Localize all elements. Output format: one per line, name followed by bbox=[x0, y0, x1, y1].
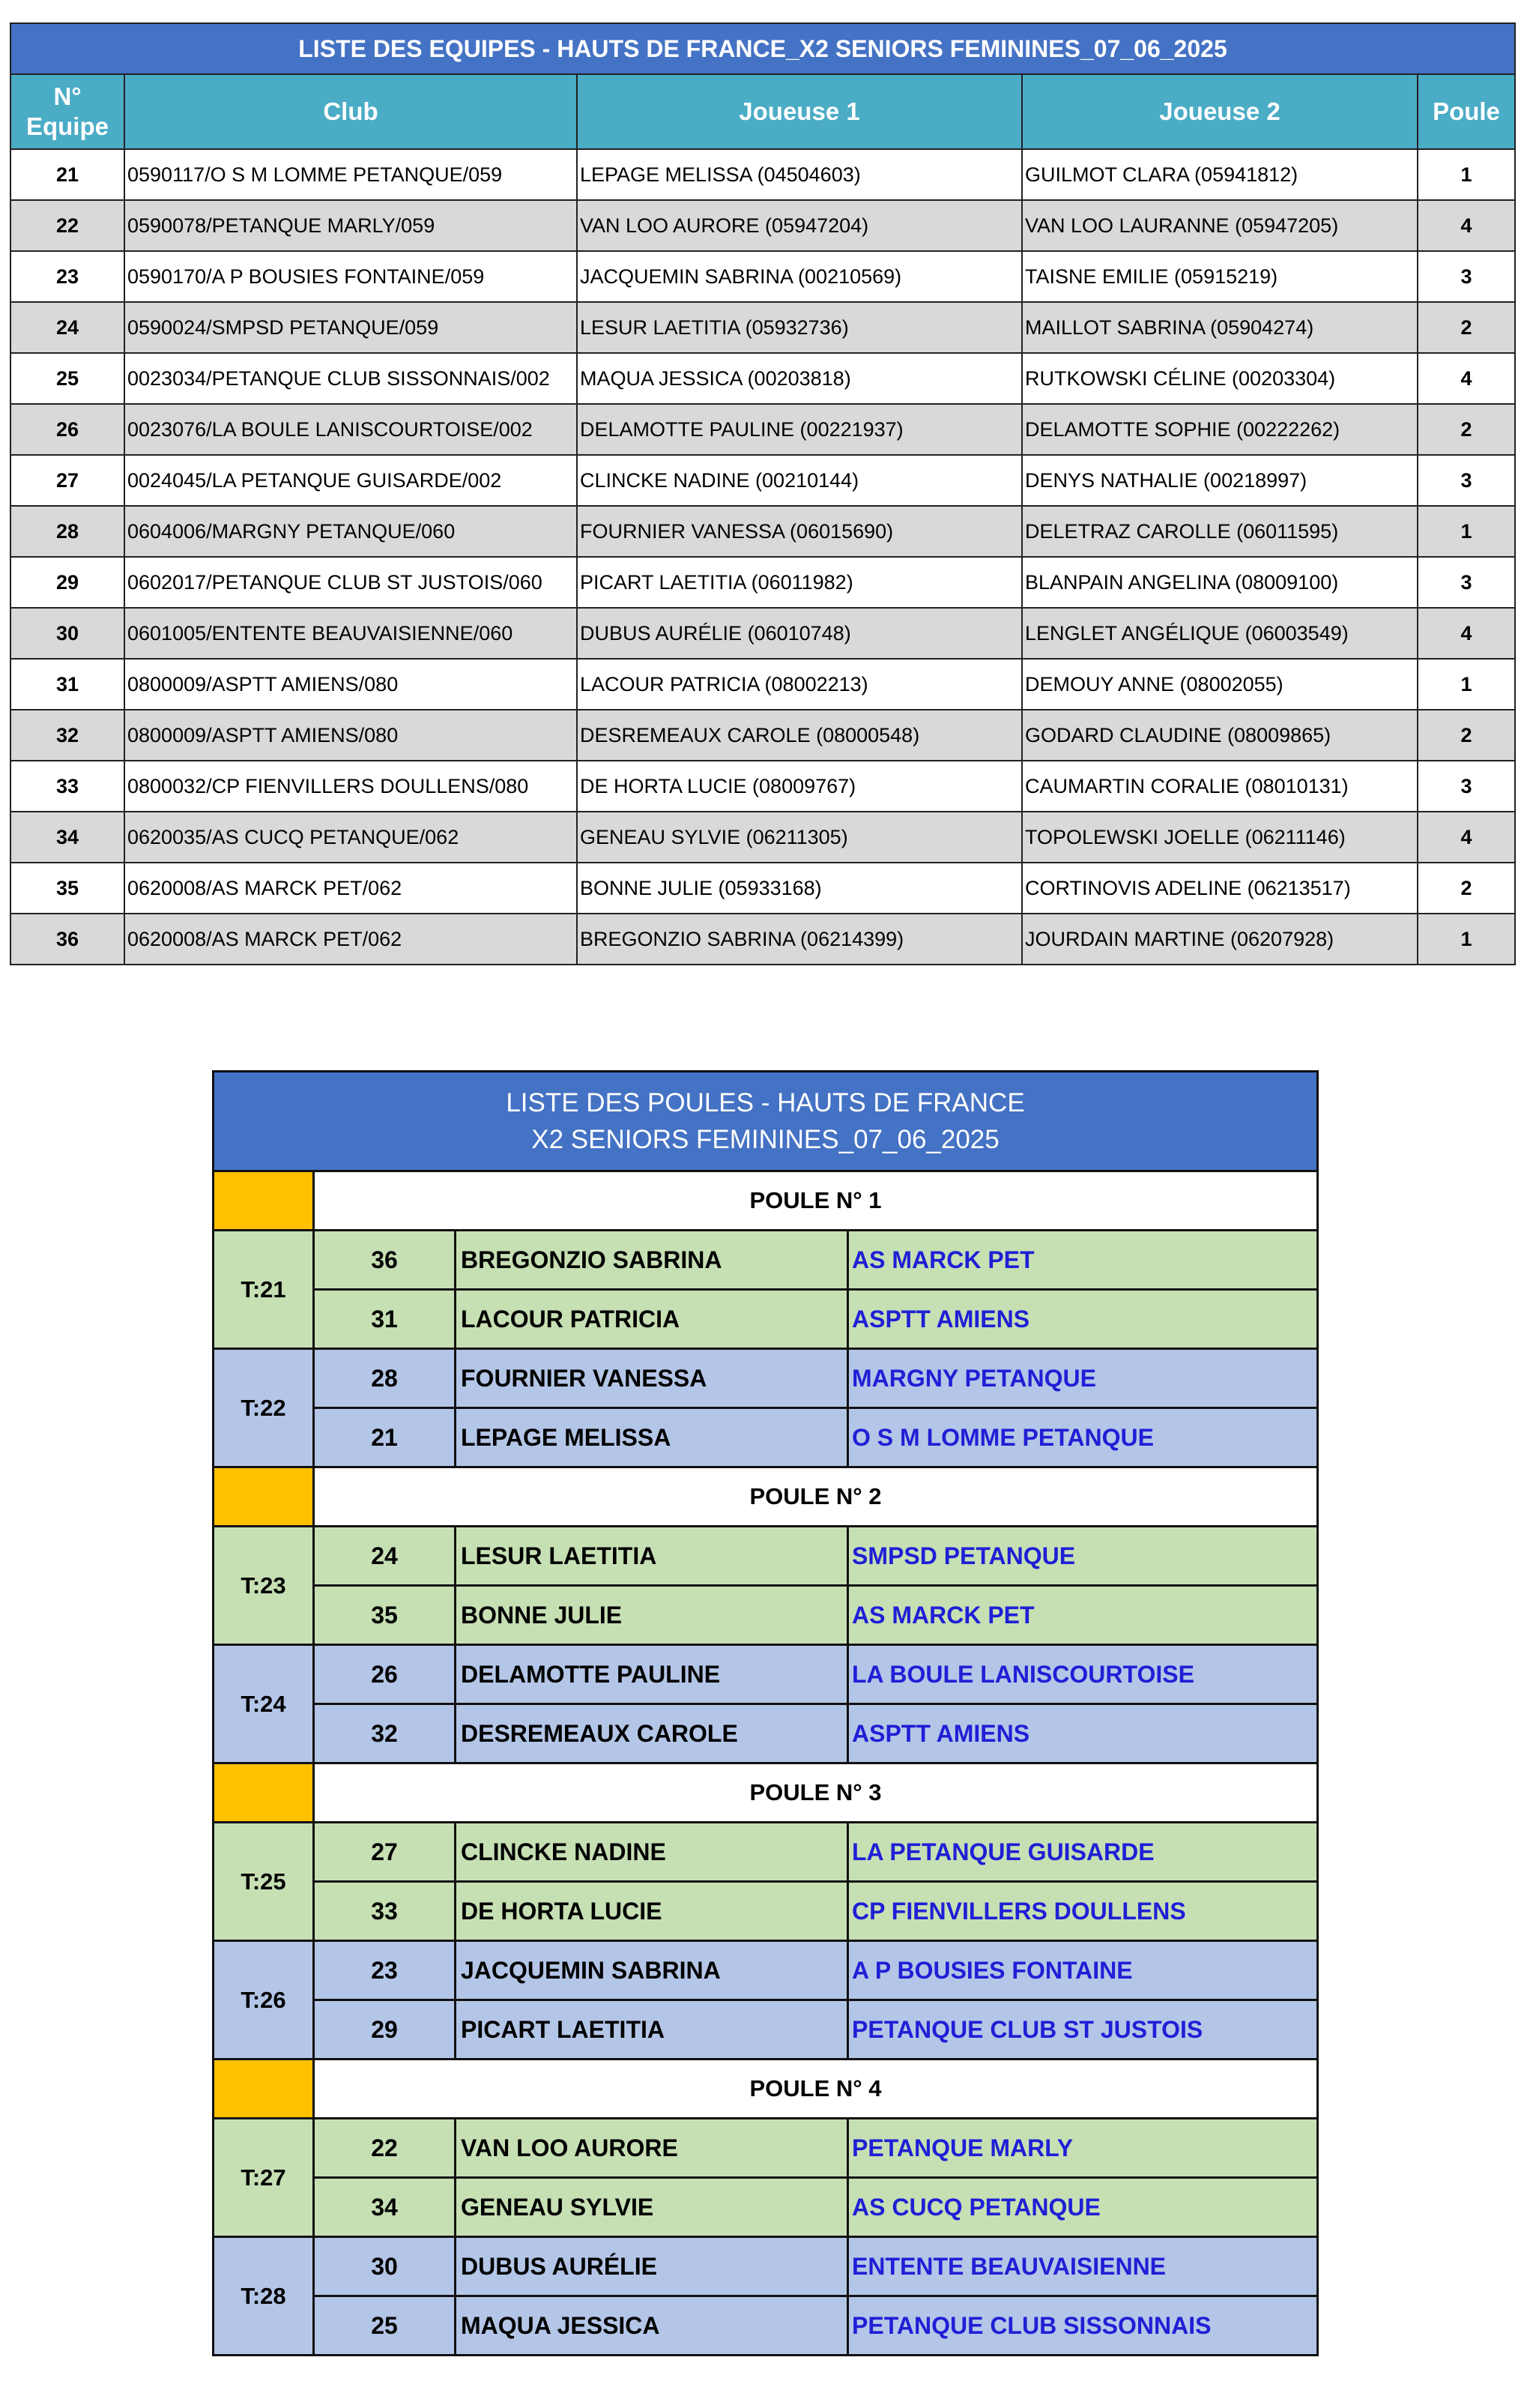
team-joueuse2: LENGLET ANGÉLIQUE (06003549) bbox=[1022, 608, 1418, 659]
pools-title-line2: X2 SENIORS FEMININES_07_06_2025 bbox=[531, 1125, 1000, 1154]
team-number: 32 bbox=[10, 710, 124, 761]
team-poule: 2 bbox=[1418, 302, 1515, 353]
pool-team-row bbox=[214, 1823, 1318, 1882]
team-number: 25 bbox=[10, 353, 124, 404]
poule-header-row bbox=[214, 1763, 1318, 1823]
pools-table-title bbox=[214, 1072, 1318, 1171]
table-row bbox=[10, 608, 1515, 659]
team-number: 23 bbox=[10, 251, 124, 302]
teams-table-title: LISTE DES EQUIPES - HAUTS DE FRANCE_X2 SENIORS FEMININES_07_06_2025 bbox=[10, 23, 1515, 74]
team-club: 0620008/AS MARCK PET/062 bbox=[124, 863, 577, 914]
team-joueuse2: TAISNE EMILIE (05915219) bbox=[1022, 251, 1418, 302]
team-joueuse1: BREGONZIO SABRINA (06214399) bbox=[577, 914, 1022, 965]
team-number: 29 bbox=[10, 557, 124, 608]
team-number: 24 bbox=[10, 302, 124, 353]
pool-team-club: LA PETANQUE GUISARDE bbox=[848, 1823, 1318, 1882]
pool-team-row bbox=[214, 1527, 1318, 1586]
team-club: 0620035/AS CUCQ PETANQUE/062 bbox=[124, 812, 577, 863]
team-joueuse2: MAILLOT SABRINA (05904274) bbox=[1022, 302, 1418, 353]
poule-marker bbox=[214, 1467, 314, 1527]
team-joueuse2: DEMOUY ANNE (08002055) bbox=[1022, 659, 1418, 710]
poule-header-row bbox=[214, 2060, 1318, 2119]
pool-team-name: CLINCKE NADINE bbox=[456, 1823, 848, 1882]
team-poule: 1 bbox=[1418, 149, 1515, 200]
team-club: 0602017/PETANQUE CLUB ST JUSTOIS/060 bbox=[124, 557, 577, 608]
header-num-line2: Equipe bbox=[25, 112, 109, 140]
pool-team-row bbox=[214, 1408, 1318, 1467]
team-joueuse1: BONNE JULIE (05933168) bbox=[577, 863, 1022, 914]
pool-team-club: CP FIENVILLERS DOULLENS bbox=[848, 1882, 1318, 1941]
team-club: 0024045/LA PETANQUE GUISARDE/002 bbox=[124, 455, 577, 506]
team-poule: 2 bbox=[1418, 404, 1515, 455]
team-number: 27 bbox=[10, 455, 124, 506]
team-club: 0023034/PETANQUE CLUB SISSONNAIS/002 bbox=[124, 353, 577, 404]
pool-team-row bbox=[214, 2000, 1318, 2060]
pool-team-club: PETANQUE CLUB SISSONNAIS bbox=[848, 2296, 1318, 2356]
pool-team-number: 31 bbox=[314, 1290, 456, 1349]
terrain-label: T:22 bbox=[214, 1349, 314, 1467]
pool-team-name: JACQUEMIN SABRINA bbox=[456, 1941, 848, 2000]
team-joueuse1: JACQUEMIN SABRINA (00210569) bbox=[577, 251, 1022, 302]
pool-team-row bbox=[214, 1704, 1318, 1763]
table-row bbox=[10, 914, 1515, 965]
team-number: 30 bbox=[10, 608, 124, 659]
pool-team-row bbox=[214, 2178, 1318, 2237]
poule-label: POULE N° 3 bbox=[314, 1763, 1318, 1823]
team-joueuse2: GUILMOT CLARA (05941812) bbox=[1022, 149, 1418, 200]
team-number: 28 bbox=[10, 506, 124, 557]
team-club: 0620008/AS MARCK PET/062 bbox=[124, 914, 577, 965]
team-club: 0800032/CP FIENVILLERS DOULLENS/080 bbox=[124, 761, 577, 812]
team-joueuse1: FOURNIER VANESSA (06015690) bbox=[577, 506, 1022, 557]
pool-team-name: DELAMOTTE PAULINE bbox=[456, 1645, 848, 1704]
table-row bbox=[10, 710, 1515, 761]
table-row bbox=[10, 761, 1515, 812]
pool-team-name: LESUR LAETITIA bbox=[456, 1527, 848, 1586]
team-number: 35 bbox=[10, 863, 124, 914]
pool-team-row bbox=[214, 1882, 1318, 1941]
team-poule: 3 bbox=[1418, 761, 1515, 812]
team-poule: 1 bbox=[1418, 659, 1515, 710]
pool-team-name: DE HORTA LUCIE bbox=[456, 1882, 848, 1941]
team-poule: 1 bbox=[1418, 506, 1515, 557]
team-poule: 4 bbox=[1418, 608, 1515, 659]
header-poule: Poule bbox=[1418, 74, 1515, 149]
team-joueuse1: CLINCKE NADINE (00210144) bbox=[577, 455, 1022, 506]
pool-team-club: AS MARCK PET bbox=[848, 1586, 1318, 1645]
team-joueuse2: CORTINOVIS ADELINE (06213517) bbox=[1022, 863, 1418, 914]
team-club: 0590117/O S M LOMME PETANQUE/059 bbox=[124, 149, 577, 200]
team-number: 31 bbox=[10, 659, 124, 710]
header-num-line1: N° bbox=[53, 82, 82, 111]
pool-team-club: PETANQUE CLUB ST JUSTOIS bbox=[848, 2000, 1318, 2060]
terrain-label: T:21 bbox=[214, 1231, 314, 1349]
poule-label: POULE N° 1 bbox=[314, 1171, 1318, 1231]
pool-team-name: LACOUR PATRICIA bbox=[456, 1290, 848, 1349]
team-joueuse1: LEPAGE MELISSA (04504603) bbox=[577, 149, 1022, 200]
table-row bbox=[10, 455, 1515, 506]
team-number: 22 bbox=[10, 200, 124, 251]
table-row bbox=[10, 200, 1515, 251]
pool-team-number: 32 bbox=[314, 1704, 456, 1763]
pool-team-club: MARGNY PETANQUE bbox=[848, 1349, 1318, 1408]
team-poule: 4 bbox=[1418, 200, 1515, 251]
team-joueuse2: BLANPAIN ANGELINA (08009100) bbox=[1022, 557, 1418, 608]
pool-team-number: 29 bbox=[314, 2000, 456, 2060]
pool-team-number: 25 bbox=[314, 2296, 456, 2356]
pool-team-row bbox=[214, 1290, 1318, 1349]
poule-marker bbox=[214, 2060, 314, 2119]
team-joueuse2: TOPOLEWSKI JOELLE (06211146) bbox=[1022, 812, 1418, 863]
team-joueuse2: JOURDAIN MARTINE (06207928) bbox=[1022, 914, 1418, 965]
team-joueuse2: DELETRAZ CAROLLE (06011595) bbox=[1022, 506, 1418, 557]
poule-header-row bbox=[214, 1171, 1318, 1231]
table-row bbox=[10, 659, 1515, 710]
table-row bbox=[10, 149, 1515, 200]
pool-team-row bbox=[214, 1645, 1318, 1704]
pools-table bbox=[212, 1070, 1319, 2356]
table-row bbox=[10, 251, 1515, 302]
pool-team-name: DUBUS AURÉLIE bbox=[456, 2237, 848, 2296]
pool-team-number: 33 bbox=[314, 1882, 456, 1941]
pool-team-name: PICART LAETITIA bbox=[456, 2000, 848, 2060]
pool-team-club: PETANQUE MARLY bbox=[848, 2119, 1318, 2178]
table-row bbox=[10, 863, 1515, 914]
header-club: Club bbox=[124, 74, 577, 149]
pool-team-number: 23 bbox=[314, 1941, 456, 2000]
pool-team-club: LA BOULE LANISCOURTOISE bbox=[848, 1645, 1318, 1704]
pool-team-club: O S M LOMME PETANQUE bbox=[848, 1408, 1318, 1467]
team-club: 0601005/ENTENTE BEAUVAISIENNE/060 bbox=[124, 608, 577, 659]
team-number: 33 bbox=[10, 761, 124, 812]
header-num bbox=[10, 74, 124, 149]
team-club: 0023076/LA BOULE LANISCOURTOISE/002 bbox=[124, 404, 577, 455]
pool-team-number: 22 bbox=[314, 2119, 456, 2178]
pool-team-row bbox=[214, 1586, 1318, 1645]
pool-team-club: ENTENTE BEAUVAISIENNE bbox=[848, 2237, 1318, 2296]
table-row bbox=[10, 812, 1515, 863]
team-club: 0604006/MARGNY PETANQUE/060 bbox=[124, 506, 577, 557]
team-joueuse1: LACOUR PATRICIA (08002213) bbox=[577, 659, 1022, 710]
teams-table bbox=[10, 22, 1516, 965]
team-joueuse1: GENEAU SYLVIE (06211305) bbox=[577, 812, 1022, 863]
header-joueuse1: Joueuse 1 bbox=[577, 74, 1022, 149]
team-poule: 2 bbox=[1418, 863, 1515, 914]
pool-team-club: AS CUCQ PETANQUE bbox=[848, 2178, 1318, 2237]
team-joueuse2: RUTKOWSKI CÉLINE (00203304) bbox=[1022, 353, 1418, 404]
table-row bbox=[10, 353, 1515, 404]
pool-team-number: 21 bbox=[314, 1408, 456, 1467]
pool-team-row bbox=[214, 1231, 1318, 1290]
pool-team-club: ASPTT AMIENS bbox=[848, 1704, 1318, 1763]
pool-team-row bbox=[214, 2237, 1318, 2296]
team-joueuse1: DELAMOTTE PAULINE (00221937) bbox=[577, 404, 1022, 455]
terrain-label: T:28 bbox=[214, 2237, 314, 2356]
team-poule: 3 bbox=[1418, 251, 1515, 302]
team-club: 0590078/PETANQUE MARLY/059 bbox=[124, 200, 577, 251]
pool-team-name: GENEAU SYLVIE bbox=[456, 2178, 848, 2237]
team-joueuse1: DESREMEAUX CAROLE (08000548) bbox=[577, 710, 1022, 761]
pool-team-row bbox=[214, 2296, 1318, 2356]
terrain-label: T:26 bbox=[214, 1941, 314, 2060]
pool-team-number: 36 bbox=[314, 1231, 456, 1290]
pool-team-row bbox=[214, 1349, 1318, 1408]
terrain-label: T:24 bbox=[214, 1645, 314, 1763]
pool-team-number: 26 bbox=[314, 1645, 456, 1704]
team-poule: 3 bbox=[1418, 557, 1515, 608]
team-poule: 1 bbox=[1418, 914, 1515, 965]
team-joueuse1: MAQUA JESSICA (00203818) bbox=[577, 353, 1022, 404]
pool-team-club: A P BOUSIES FONTAINE bbox=[848, 1941, 1318, 2000]
pool-team-name: VAN LOO AURORE bbox=[456, 2119, 848, 2178]
pool-team-name: BREGONZIO SABRINA bbox=[456, 1231, 848, 1290]
terrain-label: T:23 bbox=[214, 1527, 314, 1645]
pool-team-name: DESREMEAUX CAROLE bbox=[456, 1704, 848, 1763]
pool-team-row bbox=[214, 2119, 1318, 2178]
team-joueuse2: CAUMARTIN CORALIE (08010131) bbox=[1022, 761, 1418, 812]
table-row bbox=[10, 557, 1515, 608]
team-joueuse1: PICART LAETITIA (06011982) bbox=[577, 557, 1022, 608]
pool-team-name: BONNE JULIE bbox=[456, 1586, 848, 1645]
pool-team-name: LEPAGE MELISSA bbox=[456, 1408, 848, 1467]
teams-table-body bbox=[10, 149, 1515, 965]
team-poule: 4 bbox=[1418, 353, 1515, 404]
poule-marker bbox=[214, 1763, 314, 1823]
team-joueuse2: DENYS NATHALIE (00218997) bbox=[1022, 455, 1418, 506]
team-joueuse2: DELAMOTTE SOPHIE (00222262) bbox=[1022, 404, 1418, 455]
team-number: 36 bbox=[10, 914, 124, 965]
team-number: 21 bbox=[10, 149, 124, 200]
table-row bbox=[10, 506, 1515, 557]
pool-team-club: ASPTT AMIENS bbox=[848, 1290, 1318, 1349]
team-joueuse2: GODARD CLAUDINE (08009865) bbox=[1022, 710, 1418, 761]
team-poule: 2 bbox=[1418, 710, 1515, 761]
table-row bbox=[10, 302, 1515, 353]
pool-team-number: 27 bbox=[314, 1823, 456, 1882]
pools-table-body bbox=[214, 1171, 1318, 2356]
pool-team-number: 34 bbox=[314, 2178, 456, 2237]
poule-header-row bbox=[214, 1467, 1318, 1527]
team-poule: 4 bbox=[1418, 812, 1515, 863]
pool-team-row bbox=[214, 1941, 1318, 2000]
team-club: 0800009/ASPTT AMIENS/080 bbox=[124, 710, 577, 761]
poule-label: POULE N° 2 bbox=[314, 1467, 1318, 1527]
terrain-label: T:25 bbox=[214, 1823, 314, 1941]
terrain-label: T:27 bbox=[214, 2119, 314, 2237]
pool-team-club: AS MARCK PET bbox=[848, 1231, 1318, 1290]
poule-label: POULE N° 4 bbox=[314, 2060, 1318, 2119]
pool-team-name: MAQUA JESSICA bbox=[456, 2296, 848, 2356]
pool-team-number: 24 bbox=[314, 1527, 456, 1586]
table-row bbox=[10, 404, 1515, 455]
team-joueuse2: VAN LOO LAURANNE (05947205) bbox=[1022, 200, 1418, 251]
team-club: 0590170/A P BOUSIES FONTAINE/059 bbox=[124, 251, 577, 302]
pool-team-number: 35 bbox=[314, 1586, 456, 1645]
team-number: 26 bbox=[10, 404, 124, 455]
team-poule: 3 bbox=[1418, 455, 1515, 506]
pool-team-club: SMPSD PETANQUE bbox=[848, 1527, 1318, 1586]
pools-title-line1: LISTE DES POULES - HAUTS DE FRANCE bbox=[506, 1088, 1025, 1117]
team-joueuse1: LESUR LAETITIA (05932736) bbox=[577, 302, 1022, 353]
team-joueuse1: DUBUS AURÉLIE (06010748) bbox=[577, 608, 1022, 659]
team-number: 34 bbox=[10, 812, 124, 863]
team-joueuse1: VAN LOO AURORE (05947204) bbox=[577, 200, 1022, 251]
team-joueuse1: DE HORTA LUCIE (08009767) bbox=[577, 761, 1022, 812]
pool-team-number: 28 bbox=[314, 1349, 456, 1408]
poule-marker bbox=[214, 1171, 314, 1231]
team-club: 0800009/ASPTT AMIENS/080 bbox=[124, 659, 577, 710]
header-joueuse2: Joueuse 2 bbox=[1022, 74, 1418, 149]
team-club: 0590024/SMPSD PETANQUE/059 bbox=[124, 302, 577, 353]
pool-team-name: FOURNIER VANESSA bbox=[456, 1349, 848, 1408]
pool-team-number: 30 bbox=[314, 2237, 456, 2296]
